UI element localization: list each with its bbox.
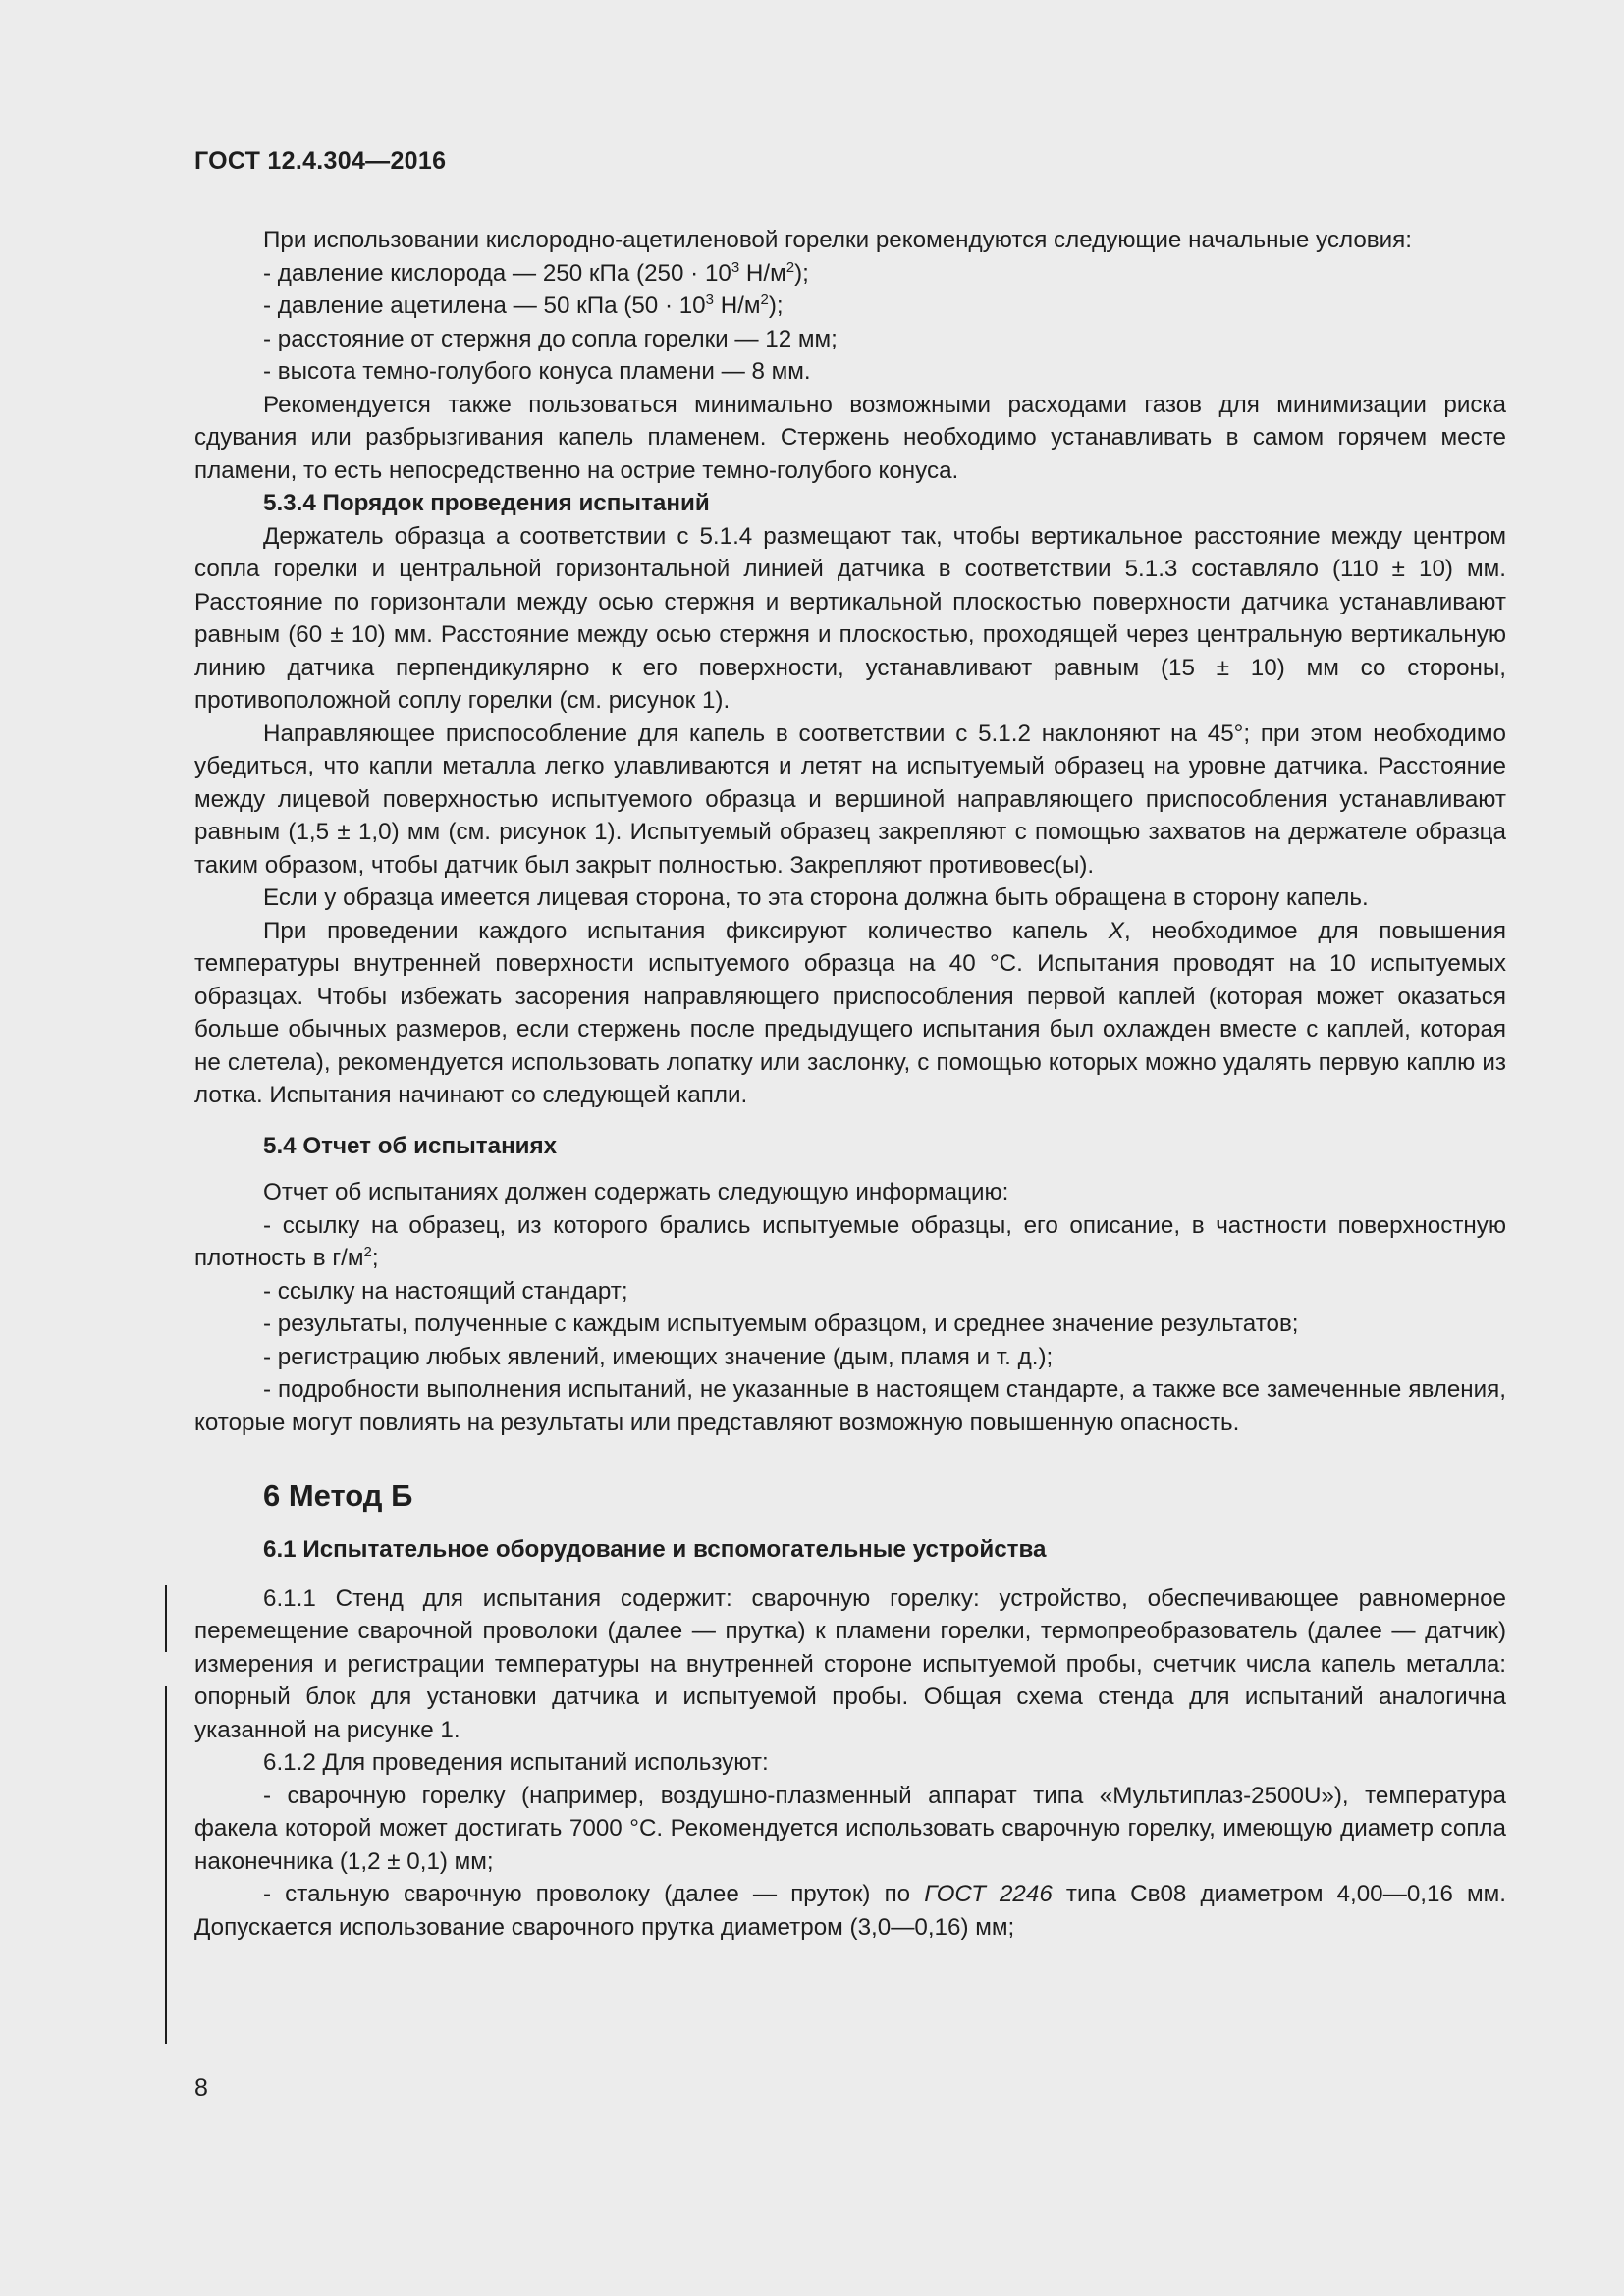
list-item: - стальную сварочную проволоку (далее — пруток) по ГОСТ 2246 типа Св08 диаметром 4,00—0,16 мм. Допускается использование сварочного прутка диаметром (3,0—0,16) мм; [194,1881,1506,1941]
section-heading-6-1: 6.1 Испытательное оборудование и вспомогательные устройства [263,1536,1047,1563]
list-item: - давление ацетилена — 50 кПа ($50 \cdot 10^3$ $Н/м^2$); [263,292,784,319]
list-item: - подробности выполнения испытаний, не указанные в настоящем стандарте, а также все замеченные явления, которые могут повлиять на результаты или представляют возможную повышенную опасность. [194,1376,1506,1436]
gas-flow-paragraph: Рекомендуется также пользоваться минимально возможными расходами газов для минимизации риска сдувания или разбрызгивания капель пламенем. Стержень необходимо устанавливать в самом горячем месте пламени, то есть непосредственно на острие темно-голубого конуса. [194,391,1506,484]
list-item: - результаты, полученные с каждым испытуемым образцом, и среднее значение результатов; [263,1310,1299,1337]
list-item: - регистрацию любых явлений, имеющих значение (дым, пламя и т. д.); [263,1343,1054,1370]
paragraph: 6.1.1 Стенд для испытания содержит: сварочную горелку: устройство, обеспечивающее равномерное перемещение сварочной проволоки (далее — прутка) к пламени горелки, термопреобразователь (далее — датчик) измерения и регистрации температуры на внутренней стороне испытуемой пробы, счетчик числа капель металла: опорный блок для установки датчика и испытуемой пробы. Общая схема стенда для испытаний аналогична указанной на рисунке 1. [194,1584,1506,1743]
paragraph: Если у образца имеется лицевая сторона, то эта сторона должна быть обращена в сторону капель. [263,884,1369,911]
revision-bar [165,1585,167,1652]
list-item: - ссылку на настоящий стандарт; [263,1277,628,1305]
revision-bar [165,1686,167,2044]
page-body [194,224,1506,1944]
list-item: - расстояние от стержня до сопла горелки — 12 мм; [263,325,838,352]
paragraph: 6.1.2 Для проведения испытаний используют: [263,1749,769,1776]
list-item: - ссылку на образец, из которого брались испытуемые образцы, его описание, в частности поверхностную плотность в $г/м^2$; [194,1211,1506,1271]
section-heading-5-4: 5.4 Отчет об испытаниях [263,1132,558,1159]
document-header: ГОСТ 12.4.304—2016 [194,147,447,175]
paragraph: Держатель образца а соответствии с 5.1.4 размещают так, чтобы вертикальное расстояние между центром сопла горелки и центральной горизонтальной линией датчика в соответствии 5.1.3 составляло (110 ± 10) мм. Расстояние по горизонтали между осью стержня и вертикальной плоскостью поверхности датчика устанавливают равным (60 ± 10) мм. Расстояние между осью стержня и плоскостью, проходящей через центральную вертикальную линию датчика перпендикулярно к его поверхности, устанавливают равным (15 ± 10) мм со стороны, противоположной соплу горелки (см. рисунок 1). [194,522,1506,714]
report-intro: Отчет об испытаниях должен содержать следующую информацию: [263,1179,1009,1205]
paragraph: При проведении каждого испытания фиксируют количество капель X, необходимое для повышения температуры внутренней поверхности испытуемого образца на 40 °С. Испытания проводят на 10 испытуемых образцах. Чтобы избежать засорения направляющего приспособления первой каплей (которая может оказаться больше обычных размеров, если стержень после предыдущего испытания был охлажден вместе с каплей, которая не слетела), рекомендуется использовать лопатку или заслонку, с помощью которых можно удалять первую каплю из лотка. Испытания начинают со следующей капли. [194,917,1506,1108]
section-heading-5-3-4: 5.3.4 Порядок проведения испытаний [263,490,710,516]
paragraph: Направляющее приспособление для капель в соответствии с 5.1.2 наклоняют на 45°; при этом необходимо убедиться, что капли металла легко улавливаются и летят на испытуемый образец на уровне датчика. Расстояние между лицевой поверхностью испытуемого образца и вершиной направляющего приспособления устанавливают равным (1,5 ± 1,0) мм (см. рисунок 1). Испытуемый образец закрепляют с помощью захватов на держателе образца таким образом, чтобы датчик был закрыт полностью. Закрепляют противовес(ы). [194,720,1506,879]
gas-conditions-intro: При использовании кислородно-ацетиленовой горелки рекомендуются следующие начальные условия: [263,227,1412,253]
list-item: - сварочную горелку (например, воздушно-плазменный аппарат типа «Мультиплаз-2500U»), температура факела которой может достигать 7000 °С. Рекомендуется использовать сварочную горелку, имеющую диаметр сопла наконечника (1,2 ± 0,1) мм; [194,1782,1506,1875]
list-item: - высота темно-голубого конуса пламени — 8 мм. [263,358,811,385]
section-heading-6: 6 Метод Б [263,1478,413,1513]
list-item: - давление кислорода — 250 кПа ($250 \cdot 10^3$ $Н/м^2$); [263,258,809,287]
page-number: 8 [194,2074,208,2102]
